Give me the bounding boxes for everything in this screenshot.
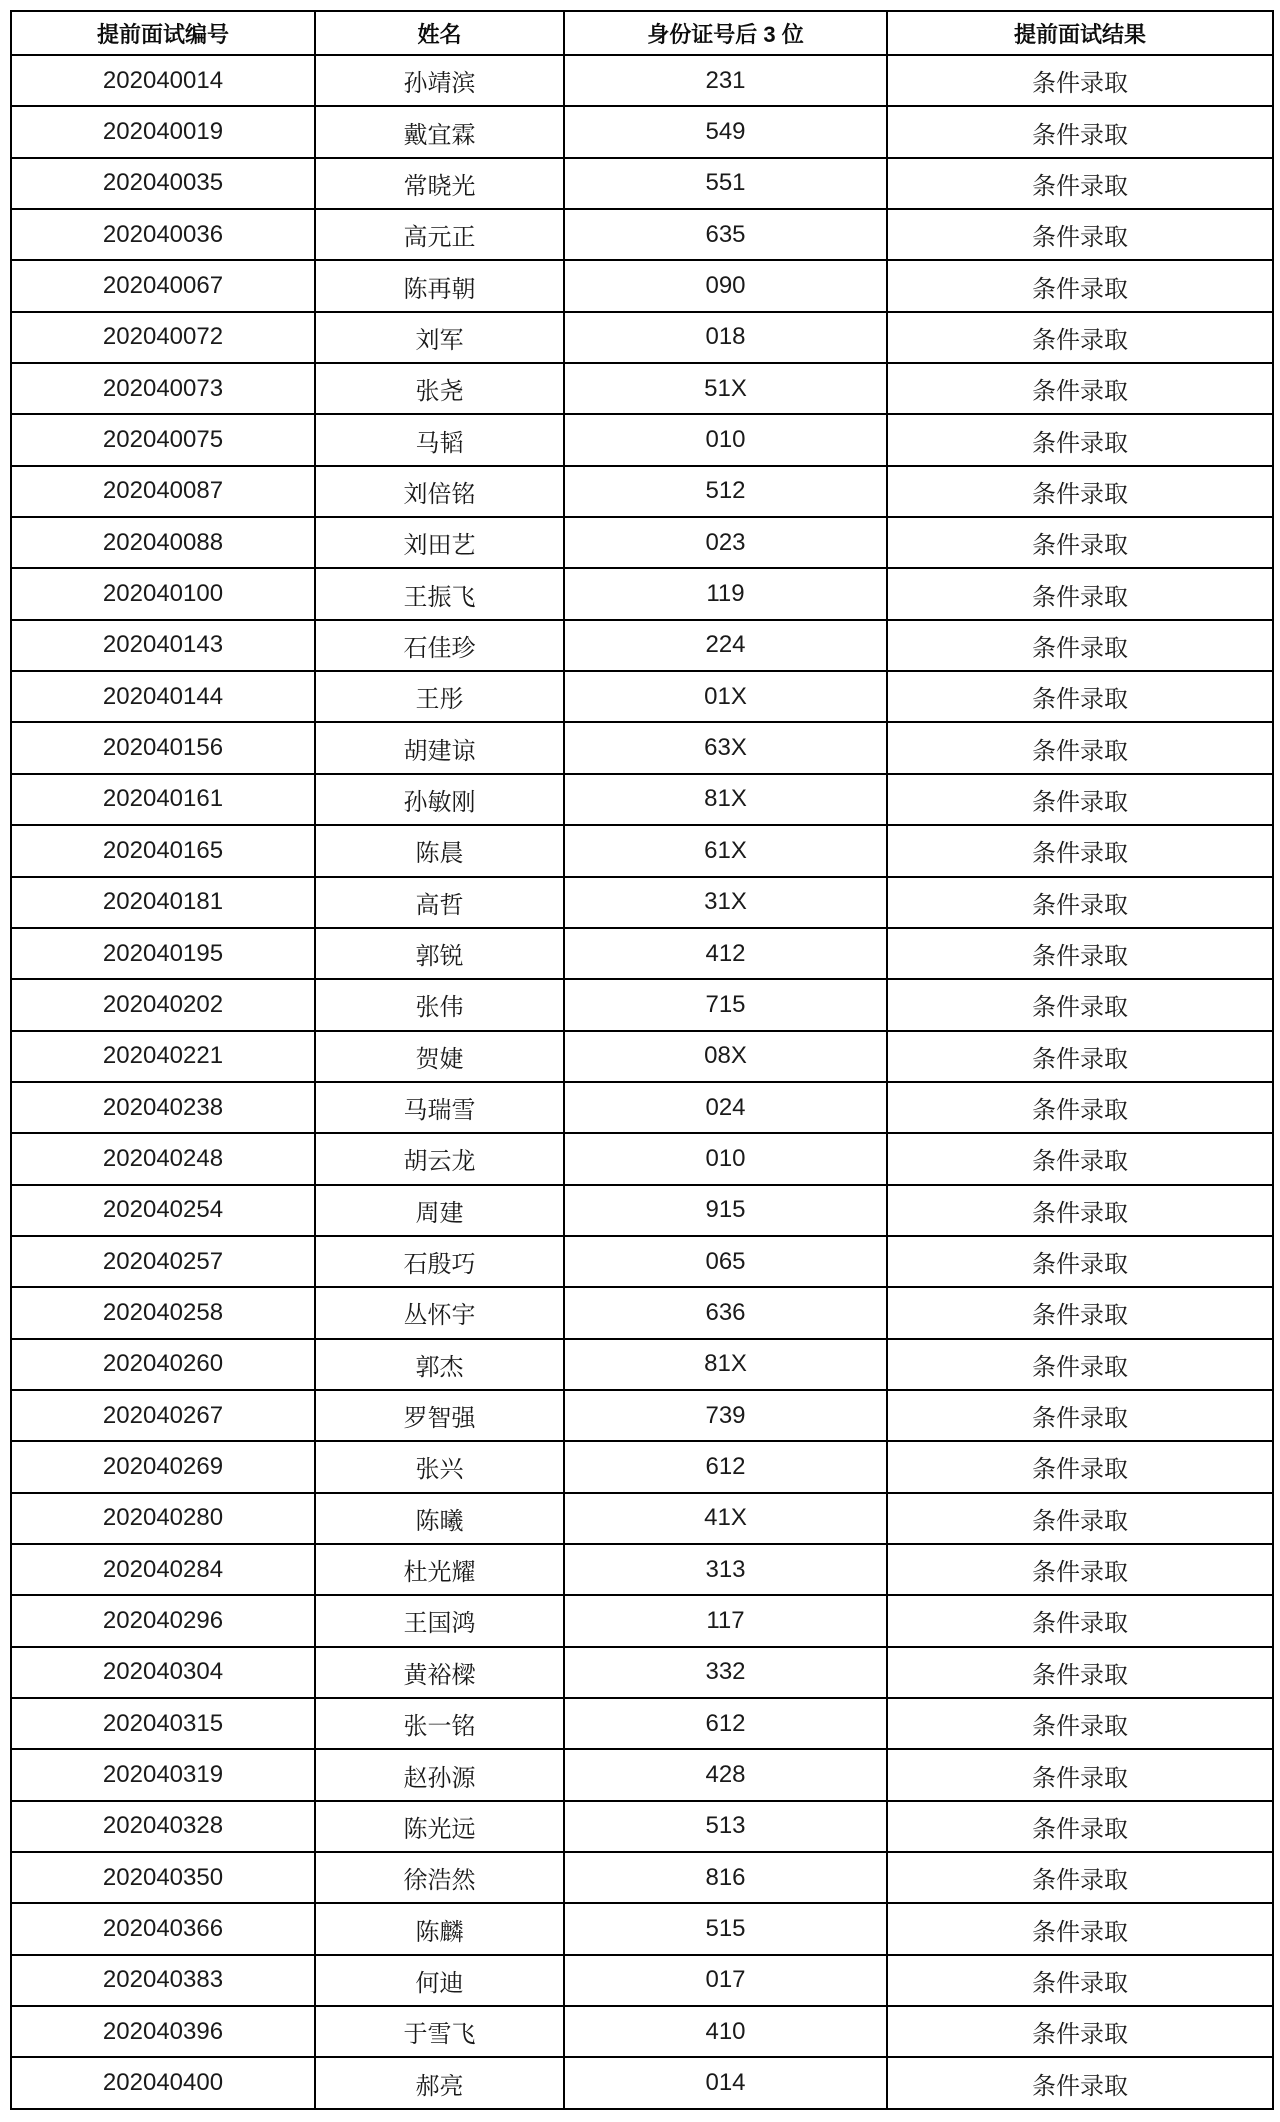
table-row (11, 55, 1273, 106)
id-last3-cell: 024 (564, 1082, 887, 1133)
result-cell: 条件录取 (887, 1903, 1273, 1954)
result-cell: 条件录取 (887, 1390, 1273, 1441)
result-cell: 条件录取 (887, 1852, 1273, 1903)
result-cell: 条件录取 (887, 671, 1273, 722)
result-cell: 条件录取 (887, 1287, 1273, 1338)
name-cell: 戴宜霖 (315, 106, 564, 157)
id-last3-cell: 010 (564, 1133, 887, 1184)
exam-number-cell: 202040221 (11, 1031, 315, 1082)
result-cell: 条件录取 (887, 620, 1273, 671)
id-last3-cell: 08X (564, 1031, 887, 1082)
id-last3-cell: 739 (564, 1390, 887, 1441)
name-cell: 陈再朝 (315, 260, 564, 311)
table-row (11, 1544, 1273, 1595)
table-row (11, 1236, 1273, 1287)
name-cell: 张兴 (315, 1441, 564, 1492)
exam-number-cell: 202040319 (11, 1749, 315, 1800)
exam-number-cell: 202040165 (11, 825, 315, 876)
exam-number-cell: 202040383 (11, 1955, 315, 2006)
id-last3-cell: 549 (564, 106, 887, 157)
id-last3-cell: 81X (564, 1339, 887, 1390)
table-row (11, 1133, 1273, 1184)
exam-number-cell: 202040036 (11, 209, 315, 260)
name-cell: 王国鸿 (315, 1595, 564, 1646)
exam-number-cell: 202040100 (11, 568, 315, 619)
name-cell: 胡建谅 (315, 722, 564, 773)
name-cell: 刘田艺 (315, 517, 564, 568)
result-cell: 条件录取 (887, 466, 1273, 517)
table-row (11, 1903, 1273, 1954)
id-last3-cell: 410 (564, 2006, 887, 2057)
exam-number-cell: 202040400 (11, 2057, 315, 2109)
table-row (11, 1595, 1273, 1646)
id-last3-cell: 612 (564, 1698, 887, 1749)
name-cell: 周建 (315, 1185, 564, 1236)
id-last3-cell: 915 (564, 1185, 887, 1236)
name-cell: 常晓光 (315, 158, 564, 209)
name-cell: 郭锐 (315, 928, 564, 979)
name-cell: 徐浩然 (315, 1852, 564, 1903)
result-cell: 条件录取 (887, 158, 1273, 209)
exam-number-cell: 202040328 (11, 1801, 315, 1852)
exam-number-cell: 202040087 (11, 466, 315, 517)
id-last3-cell: 017 (564, 1955, 887, 2006)
exam-number-cell: 202040067 (11, 260, 315, 311)
id-last3-cell: 512 (564, 466, 887, 517)
result-cell: 条件录取 (887, 1441, 1273, 1492)
result-cell: 条件录取 (887, 1031, 1273, 1082)
result-cell: 条件录取 (887, 1647, 1273, 1698)
header-result: 提前面试结果 (887, 11, 1273, 55)
table-row (11, 825, 1273, 876)
table-row (11, 722, 1273, 773)
table-row (11, 106, 1273, 157)
id-last3-cell: 018 (564, 312, 887, 363)
result-cell: 条件录取 (887, 414, 1273, 465)
result-cell: 条件录取 (887, 1595, 1273, 1646)
table-row (11, 1082, 1273, 1133)
name-cell: 郝亮 (315, 2057, 564, 2109)
exam-number-cell: 202040161 (11, 774, 315, 825)
table-row (11, 260, 1273, 311)
exam-number-cell: 202040257 (11, 1236, 315, 1287)
name-cell: 陈曦 (315, 1493, 564, 1544)
result-cell: 条件录取 (887, 722, 1273, 773)
name-cell: 郭杰 (315, 1339, 564, 1390)
exam-number-cell: 202040181 (11, 877, 315, 928)
id-last3-cell: 428 (564, 1749, 887, 1800)
name-cell: 何迪 (315, 1955, 564, 2006)
id-last3-cell: 635 (564, 209, 887, 260)
name-cell: 石佳珍 (315, 620, 564, 671)
exam-number-cell: 202040238 (11, 1082, 315, 1133)
exam-number-cell: 202040258 (11, 1287, 315, 1338)
table-row (11, 1801, 1273, 1852)
exam-number-cell: 202040267 (11, 1390, 315, 1441)
id-last3-cell: 313 (564, 1544, 887, 1595)
name-cell: 贺婕 (315, 1031, 564, 1082)
result-cell: 条件录取 (887, 774, 1273, 825)
table-row (11, 312, 1273, 363)
table-row (11, 158, 1273, 209)
id-last3-cell: 636 (564, 1287, 887, 1338)
table-row (11, 363, 1273, 414)
result-cell: 条件录取 (887, 877, 1273, 928)
result-cell: 条件录取 (887, 1339, 1273, 1390)
result-cell: 条件录取 (887, 363, 1273, 414)
result-cell: 条件录取 (887, 2006, 1273, 2057)
exam-number-cell: 202040202 (11, 979, 315, 1030)
table-row (11, 209, 1273, 260)
id-last3-cell: 551 (564, 158, 887, 209)
id-last3-cell: 119 (564, 568, 887, 619)
name-cell: 石殷巧 (315, 1236, 564, 1287)
exam-number-cell: 202040315 (11, 1698, 315, 1749)
id-last3-cell: 61X (564, 825, 887, 876)
id-last3-cell: 01X (564, 671, 887, 722)
exam-number-cell: 202040156 (11, 722, 315, 773)
result-cell: 条件录取 (887, 55, 1273, 106)
header-name: 姓名 (315, 11, 564, 55)
id-last3-cell: 612 (564, 1441, 887, 1492)
name-cell: 丛怀宇 (315, 1287, 564, 1338)
name-cell: 陈光远 (315, 1801, 564, 1852)
id-last3-cell: 010 (564, 414, 887, 465)
id-last3-cell: 41X (564, 1493, 887, 1544)
exam-number-cell: 202040073 (11, 363, 315, 414)
table-row (11, 1749, 1273, 1800)
table-row (11, 774, 1273, 825)
id-last3-cell: 816 (564, 1852, 887, 1903)
table-row (11, 2057, 1273, 2109)
result-cell: 条件录取 (887, 517, 1273, 568)
id-last3-cell: 224 (564, 620, 887, 671)
name-cell: 张伟 (315, 979, 564, 1030)
result-cell: 条件录取 (887, 260, 1273, 311)
exam-number-cell: 202040284 (11, 1544, 315, 1595)
exam-number-cell: 202040143 (11, 620, 315, 671)
table-body (11, 55, 1273, 2109)
table-row (11, 1390, 1273, 1441)
name-cell: 杜光耀 (315, 1544, 564, 1595)
exam-number-cell: 202040260 (11, 1339, 315, 1390)
exam-number-cell: 202040072 (11, 312, 315, 363)
id-last3-cell: 412 (564, 928, 887, 979)
table-row (11, 517, 1273, 568)
table-row (11, 1339, 1273, 1390)
table-row (11, 1493, 1273, 1544)
table-row (11, 1287, 1273, 1338)
id-last3-cell: 31X (564, 877, 887, 928)
id-last3-cell: 332 (564, 1647, 887, 1698)
id-last3-cell: 51X (564, 363, 887, 414)
name-cell: 陈晨 (315, 825, 564, 876)
exam-number-cell: 202040304 (11, 1647, 315, 1698)
result-cell: 条件录取 (887, 979, 1273, 1030)
result-cell: 条件录取 (887, 1749, 1273, 1800)
result-cell: 条件录取 (887, 2057, 1273, 2109)
table-row (11, 979, 1273, 1030)
table-row (11, 2006, 1273, 2057)
name-cell: 孙敏刚 (315, 774, 564, 825)
exam-number-cell: 202040075 (11, 414, 315, 465)
result-cell: 条件录取 (887, 1801, 1273, 1852)
name-cell: 马瑞雪 (315, 1082, 564, 1133)
result-cell: 条件录取 (887, 1955, 1273, 2006)
name-cell: 罗智强 (315, 1390, 564, 1441)
exam-number-cell: 202040248 (11, 1133, 315, 1184)
id-last3-cell: 090 (564, 260, 887, 311)
table-row (11, 414, 1273, 465)
result-cell: 条件录取 (887, 1493, 1273, 1544)
pre-interview-results-table (10, 10, 1274, 2110)
table-row (11, 1852, 1273, 1903)
exam-number-cell: 202040280 (11, 1493, 315, 1544)
table-row (11, 1955, 1273, 2006)
name-cell: 王彤 (315, 671, 564, 722)
exam-number-cell: 202040396 (11, 2006, 315, 2057)
id-last3-cell: 231 (564, 55, 887, 106)
result-cell: 条件录取 (887, 312, 1273, 363)
result-cell: 条件录取 (887, 209, 1273, 260)
name-cell: 于雪飞 (315, 2006, 564, 2057)
table-row (11, 877, 1273, 928)
result-cell: 条件录取 (887, 1133, 1273, 1184)
name-cell: 陈麟 (315, 1903, 564, 1954)
name-cell: 高元正 (315, 209, 564, 260)
result-cell: 条件录取 (887, 825, 1273, 876)
exam-number-cell: 202040254 (11, 1185, 315, 1236)
id-last3-cell: 63X (564, 722, 887, 773)
id-last3-cell: 023 (564, 517, 887, 568)
id-last3-cell: 715 (564, 979, 887, 1030)
table-row (11, 620, 1273, 671)
name-cell: 刘倍铭 (315, 466, 564, 517)
exam-number-cell: 202040350 (11, 1852, 315, 1903)
header-exam-number: 提前面试编号 (11, 11, 315, 55)
name-cell: 孙靖滨 (315, 55, 564, 106)
exam-number-cell: 202040269 (11, 1441, 315, 1492)
name-cell: 刘军 (315, 312, 564, 363)
id-last3-cell: 065 (564, 1236, 887, 1287)
exam-number-cell: 202040195 (11, 928, 315, 979)
table-row (11, 466, 1273, 517)
result-cell: 条件录取 (887, 1698, 1273, 1749)
header-id-last3: 身份证号后 3 位 (564, 11, 887, 55)
table-row (11, 671, 1273, 722)
name-cell: 张尧 (315, 363, 564, 414)
id-last3-cell: 117 (564, 1595, 887, 1646)
table-row (11, 1647, 1273, 1698)
table-row (11, 1185, 1273, 1236)
result-cell: 条件录取 (887, 106, 1273, 157)
name-cell: 王振飞 (315, 568, 564, 619)
exam-number-cell: 202040296 (11, 1595, 315, 1646)
exam-number-cell: 202040366 (11, 1903, 315, 1954)
table-header-row (11, 11, 1273, 55)
table-row (11, 1441, 1273, 1492)
table-row (11, 568, 1273, 619)
id-last3-cell: 81X (564, 774, 887, 825)
result-cell: 条件录取 (887, 1544, 1273, 1595)
id-last3-cell: 014 (564, 2057, 887, 2109)
result-cell: 条件录取 (887, 928, 1273, 979)
exam-number-cell: 202040144 (11, 671, 315, 722)
exam-number-cell: 202040019 (11, 106, 315, 157)
result-cell: 条件录取 (887, 568, 1273, 619)
result-cell: 条件录取 (887, 1082, 1273, 1133)
name-cell: 赵孙源 (315, 1749, 564, 1800)
id-last3-cell: 513 (564, 1801, 887, 1852)
exam-number-cell: 202040035 (11, 158, 315, 209)
name-cell: 黄裕樑 (315, 1647, 564, 1698)
result-cell: 条件录取 (887, 1236, 1273, 1287)
table-row (11, 928, 1273, 979)
table-row (11, 1031, 1273, 1082)
exam-number-cell: 202040014 (11, 55, 315, 106)
name-cell: 张一铭 (315, 1698, 564, 1749)
table-row (11, 1698, 1273, 1749)
name-cell: 高哲 (315, 877, 564, 928)
name-cell: 胡云龙 (315, 1133, 564, 1184)
exam-number-cell: 202040088 (11, 517, 315, 568)
result-cell: 条件录取 (887, 1185, 1273, 1236)
id-last3-cell: 515 (564, 1903, 887, 1954)
name-cell: 马韬 (315, 414, 564, 465)
